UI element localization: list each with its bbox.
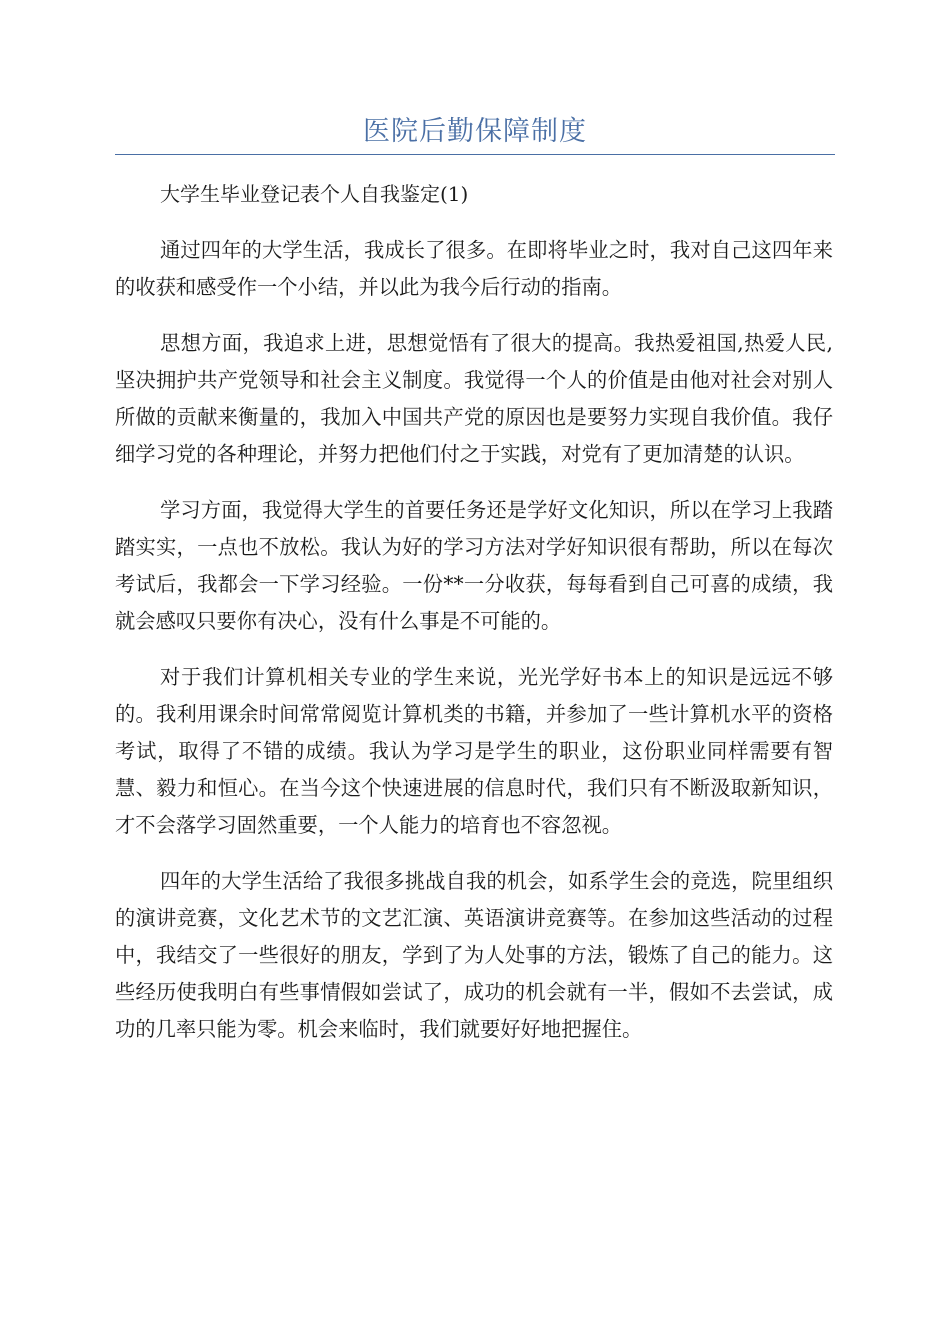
paragraph-study: 学习方面，我觉得大学生的首要任务还是学好文化知识，所以在学习上我踏踏实实，一点也不放松。我认为好的学习方法对学好知识很有帮助，所以在每次考试后，我都会一下学习经验。一份**一分收获，每每看到自己可喜的成绩，我就会感叹只要你有决心，没有什么事是不可能的。 xyxy=(115,498,833,633)
title-underline xyxy=(115,154,835,155)
document-title: 医院后勤保障制度 xyxy=(363,116,587,147)
paragraph-intro: 通过四年的大学生活，我成长了很多。在即将毕业之时，我对自己这四年来的收获和感受作一个小结，并以此为我今后行动的指南。 xyxy=(115,238,833,299)
paragraph-computer: 对于我们计算机相关专业的学生来说，光光学好书本上的知识是远远不够的。我利用课余时间常常阅览计算机类的书籍，并参加了一些计算机水平的资格考试，取得了不错的成绩。我认为学习是学生的职业，这份职业同样需要有智慧、毅力和恒心。在当今这个快速进展的信息时代，我们只有不断汲取新知识，才不会落学习固然重要，一个人能力的培育也不容忽视。 xyxy=(115,665,833,837)
document-body xyxy=(115,176,833,1067)
paragraph-activities: 四年的大学生活给了我很多挑战自我的机会，如系学生会的竞选，院里组织的演讲竞赛，文化艺术节的文艺汇演、英语演讲竞赛等。在参加这些活动的过程中，我结交了一些很好的朋友，学到了为人处事的方法，锻炼了自己的能力。这些经历使我明白有些事情假如尝试了，成功的机会就有一半，假如不去尝试，成功的几率只能为零。机会来临时，我们就要好好地把握住。 xyxy=(115,869,833,1041)
paragraph-ideology: 思想方面，我追求上进，思想觉悟有了很大的提高。我热爱祖国,热爱人民,坚决拥护共产党领导和社会主义制度。我觉得一个人的价值是由他对社会对别人所做的贡献来衡量的，我加入中国共产党的原因也是要努力实现自我价值。我仔细学习党的各种理论，并努力把他们付之于实践，对党有了更加清楚的认识。 xyxy=(115,331,833,466)
section-heading: 大学生毕业登记表个人自我鉴定(1) xyxy=(160,182,469,206)
